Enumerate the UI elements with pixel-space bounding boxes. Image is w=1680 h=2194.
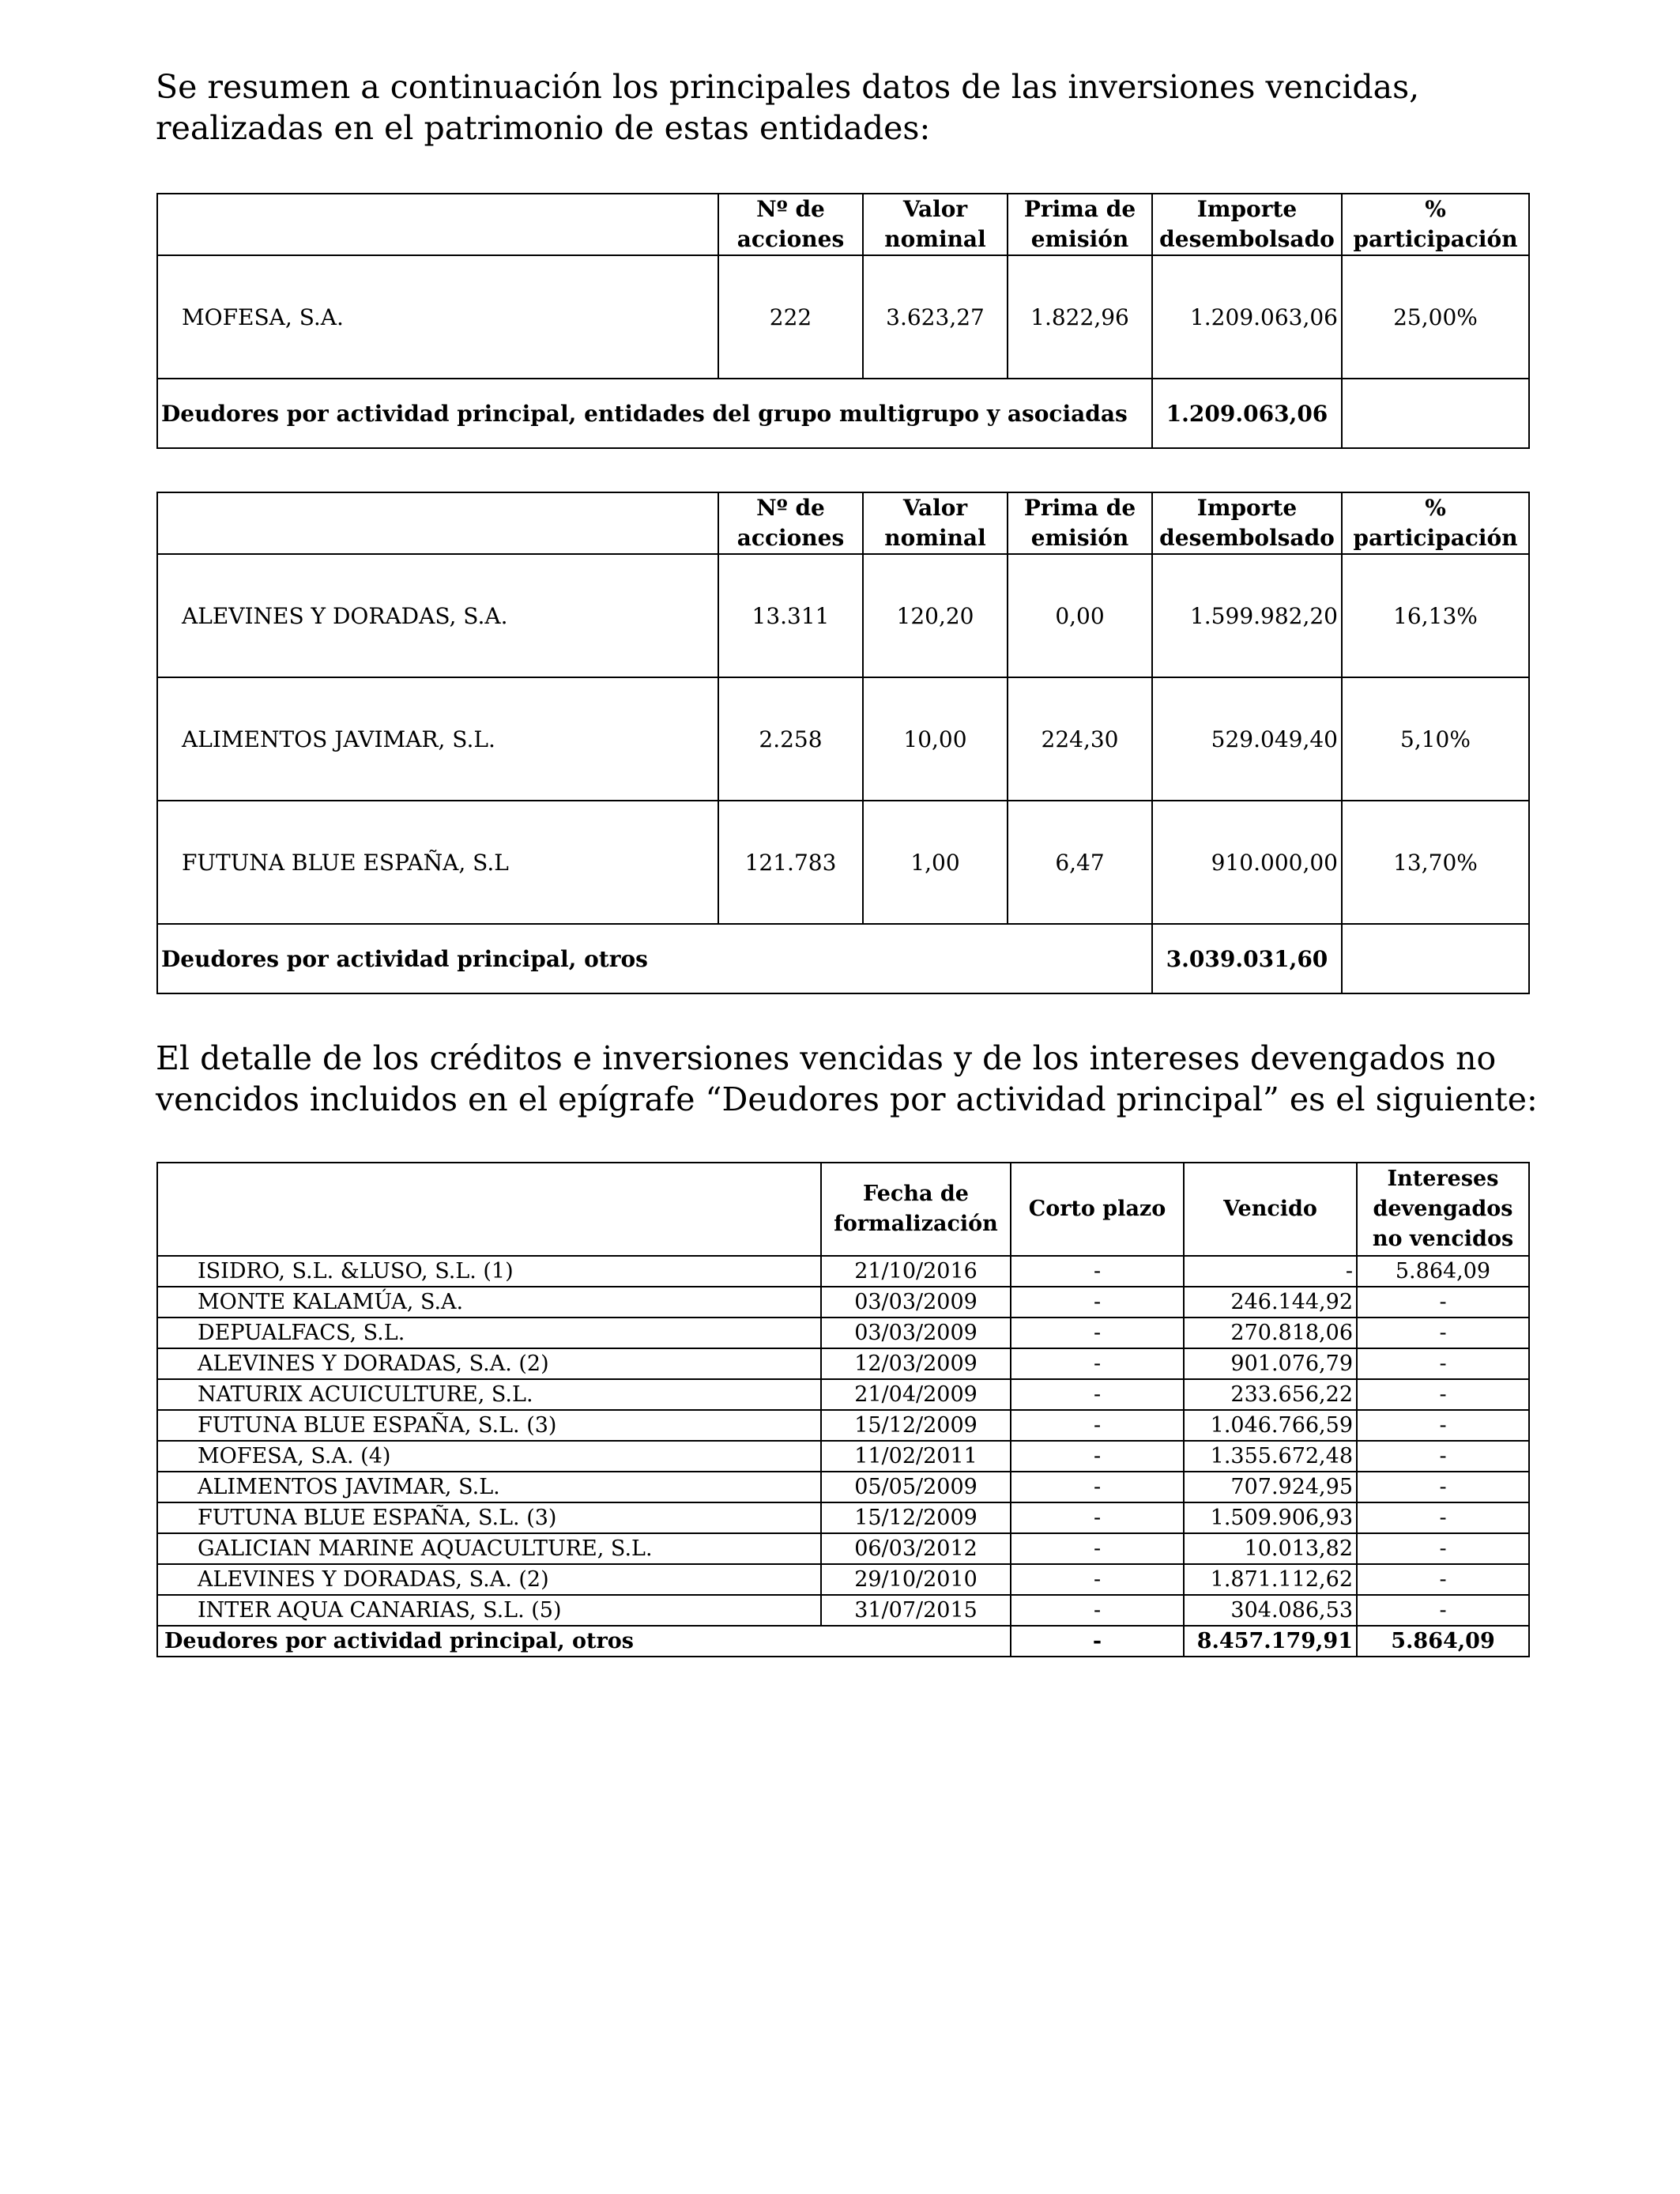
formalization-date: 12/03/2009 — [821, 1348, 1011, 1379]
total-accrued-interest: 5.864,09 — [1357, 1626, 1529, 1657]
paid-amount: 1.209.063,06 — [1152, 255, 1342, 379]
table-header-row — [157, 194, 1529, 255]
table-row — [157, 1410, 1529, 1441]
header-overdue: Vencido — [1184, 1163, 1357, 1256]
header-num-shares: Nº de acciones — [718, 492, 863, 554]
formalization-date: 21/10/2016 — [821, 1256, 1011, 1287]
table-row — [157, 1287, 1529, 1318]
num-shares: 2.258 — [718, 677, 863, 801]
formalization-date: 29/10/2010 — [821, 1564, 1011, 1595]
short-term: - — [1011, 1564, 1184, 1595]
issue-premium: 224,30 — [1008, 677, 1152, 801]
accrued-interest: - — [1357, 1502, 1529, 1533]
short-term: - — [1011, 1318, 1184, 1348]
total-overdue: 8.457.179,91 — [1184, 1626, 1357, 1657]
overdue: 1.046.766,59 — [1184, 1410, 1357, 1441]
debtor-name: INTER AQUA CANARIAS, S.L. (5) — [157, 1595, 821, 1626]
table-row — [157, 1595, 1529, 1626]
table-row — [157, 801, 1529, 924]
accrued-interest: - — [1357, 1410, 1529, 1441]
nominal-value: 3.623,27 — [863, 255, 1008, 379]
total-label: Deudores por actividad principal, otros — [157, 924, 1152, 993]
total-row — [157, 1626, 1529, 1657]
total-value: 1.209.063,06 — [1152, 379, 1342, 448]
table-row — [157, 554, 1529, 677]
debtor-name: GALICIAN MARINE AQUACULTURE, S.L. — [157, 1533, 821, 1564]
overdue: 246.144,92 — [1184, 1287, 1357, 1318]
table-row — [157, 1348, 1529, 1379]
debtor-name: FUTUNA BLUE ESPAÑA, S.L. (3) — [157, 1410, 821, 1441]
table-header-row — [157, 1163, 1529, 1256]
formalization-date: 15/12/2009 — [821, 1502, 1011, 1533]
formalization-date: 05/05/2009 — [821, 1472, 1011, 1502]
overdue: 1.871.112,62 — [1184, 1564, 1357, 1595]
credits-table-body — [157, 1256, 1529, 1626]
accrued-interest: - — [1357, 1533, 1529, 1564]
header-num-shares: Nº de acciones — [718, 194, 863, 255]
accrued-interest: - — [1357, 1595, 1529, 1626]
overdue: - — [1184, 1256, 1357, 1287]
accrued-interest: - — [1357, 1318, 1529, 1348]
total-row — [157, 379, 1529, 448]
formalization-date: 21/04/2009 — [821, 1379, 1011, 1410]
investments-group-table — [156, 193, 1530, 449]
credits-detail-table — [156, 1162, 1530, 1657]
total-label: Deudores por actividad principal, entidades del grupo multigrupo y asociadas — [157, 379, 1152, 448]
overdue: 304.086,53 — [1184, 1595, 1357, 1626]
overdue: 270.818,06 — [1184, 1318, 1357, 1348]
table-header-row — [157, 492, 1529, 554]
paid-amount: 529.049,40 — [1152, 677, 1342, 801]
company-name: MOFESA, S.A. — [157, 255, 718, 379]
formalization-date: 11/02/2011 — [821, 1441, 1011, 1472]
short-term: - — [1011, 1287, 1184, 1318]
participation: 13,70% — [1342, 801, 1529, 924]
header-paid-amount: Importe desembolsado — [1152, 194, 1342, 255]
participation: 16,13% — [1342, 554, 1529, 677]
overdue: 1.509.906,93 — [1184, 1502, 1357, 1533]
accrued-interest: - — [1357, 1564, 1529, 1595]
debtor-name: ALEVINES Y DORADAS, S.A. (2) — [157, 1348, 821, 1379]
total-label: Deudores por actividad principal, otros — [157, 1626, 1011, 1657]
table-row — [157, 1379, 1529, 1410]
participation: 5,10% — [1342, 677, 1529, 801]
participation: 25,00% — [1342, 255, 1529, 379]
nominal-value: 1,00 — [863, 801, 1008, 924]
num-shares: 222 — [718, 255, 863, 379]
header-issue-premium: Prima de emisión — [1008, 194, 1152, 255]
company-name: ALIMENTOS JAVIMAR, S.L. — [157, 677, 718, 801]
nominal-value: 120,20 — [863, 554, 1008, 677]
total-empty — [1342, 379, 1529, 448]
debtor-name: DEPUALFACS, S.L. — [157, 1318, 821, 1348]
company-name: ALEVINES Y DORADAS, S.A. — [157, 554, 718, 677]
debtor-name: ISIDRO, S.L. &LUSO, S.L. (1) — [157, 1256, 821, 1287]
table-row — [157, 677, 1529, 801]
table-row — [157, 1441, 1529, 1472]
header-issue-premium: Prima de emisión — [1008, 492, 1152, 554]
debtor-name: ALEVINES Y DORADAS, S.A. (2) — [157, 1564, 821, 1595]
debtor-name: MONTE KALAMÚA, S.A. — [157, 1287, 821, 1318]
formalization-date: 03/03/2009 — [821, 1287, 1011, 1318]
header-short-term: Corto plazo — [1011, 1163, 1184, 1256]
total-row — [157, 924, 1529, 993]
debtor-name: FUTUNA BLUE ESPAÑA, S.L. (3) — [157, 1502, 821, 1533]
intro-paragraph: Se resumen a continuación los principales datos de las inversiones vencidas, realizadas en el patrimonio de estas entidades: — [156, 68, 1420, 147]
header-empty — [157, 492, 718, 554]
table-row — [157, 1318, 1529, 1348]
formalization-date: 15/12/2009 — [821, 1410, 1011, 1441]
short-term: - — [1011, 1256, 1184, 1287]
short-term: - — [1011, 1348, 1184, 1379]
overdue: 707.924,95 — [1184, 1472, 1357, 1502]
header-nominal-value: Valor nominal — [863, 492, 1008, 554]
short-term: - — [1011, 1502, 1184, 1533]
table-row — [157, 1533, 1529, 1564]
table-row — [157, 1256, 1529, 1287]
formalization-date: 03/03/2009 — [821, 1318, 1011, 1348]
table-row — [157, 1472, 1529, 1502]
header-empty — [157, 1163, 821, 1256]
debtor-name: MOFESA, S.A. (4) — [157, 1441, 821, 1472]
header-participation: % participación — [1342, 492, 1529, 554]
detail-paragraph: El detalle de los créditos e inversiones vencidas y de los intereses devengados no vencidos incluidos en el epígrafe “Deudores por actividad principal” es el siguiente: — [156, 1039, 1538, 1118]
paid-amount: 1.599.982,20 — [1152, 554, 1342, 677]
header-accrued-interest: Intereses devengados no vencidos — [1357, 1163, 1529, 1256]
header-nominal-value: Valor nominal — [863, 194, 1008, 255]
short-term: - — [1011, 1379, 1184, 1410]
table-row — [157, 1502, 1529, 1533]
header-participation: % participación — [1342, 194, 1529, 255]
header-formalization-date: Fecha de formalización — [821, 1163, 1011, 1256]
accrued-interest: - — [1357, 1379, 1529, 1410]
overdue: 233.656,22 — [1184, 1379, 1357, 1410]
accrued-interest: - — [1357, 1441, 1529, 1472]
header-paid-amount: Importe desembolsado — [1152, 492, 1342, 554]
issue-premium: 0,00 — [1008, 554, 1152, 677]
accrued-interest: 5.864,09 — [1357, 1256, 1529, 1287]
issue-premium: 1.822,96 — [1008, 255, 1152, 379]
debtor-name: NATURIX ACUICULTURE, S.L. — [157, 1379, 821, 1410]
debtor-name: ALIMENTOS JAVIMAR, S.L. — [157, 1472, 821, 1502]
table-row — [157, 255, 1529, 379]
overdue: 901.076,79 — [1184, 1348, 1357, 1379]
nominal-value: 10,00 — [863, 677, 1008, 801]
short-term: - — [1011, 1410, 1184, 1441]
formalization-date: 31/07/2015 — [821, 1595, 1011, 1626]
header-empty — [157, 194, 718, 255]
issue-premium: 6,47 — [1008, 801, 1152, 924]
num-shares: 13.311 — [718, 554, 863, 677]
accrued-interest: - — [1357, 1348, 1529, 1379]
company-name: FUTUNA BLUE ESPAÑA, S.L — [157, 801, 718, 924]
accrued-interest: - — [1357, 1472, 1529, 1502]
formalization-date: 06/03/2012 — [821, 1533, 1011, 1564]
short-term: - — [1011, 1595, 1184, 1626]
accrued-interest: - — [1357, 1287, 1529, 1318]
investments-other-table — [156, 492, 1530, 994]
short-term: - — [1011, 1472, 1184, 1502]
paid-amount: 910.000,00 — [1152, 801, 1342, 924]
total-value: 3.039.031,60 — [1152, 924, 1342, 993]
short-term: - — [1011, 1533, 1184, 1564]
total-empty — [1342, 924, 1529, 993]
table-row — [157, 1564, 1529, 1595]
short-term: - — [1011, 1441, 1184, 1472]
overdue: 1.355.672,48 — [1184, 1441, 1357, 1472]
overdue: 10.013,82 — [1184, 1533, 1357, 1564]
num-shares: 121.783 — [718, 801, 863, 924]
total-short-term: - — [1011, 1626, 1184, 1657]
